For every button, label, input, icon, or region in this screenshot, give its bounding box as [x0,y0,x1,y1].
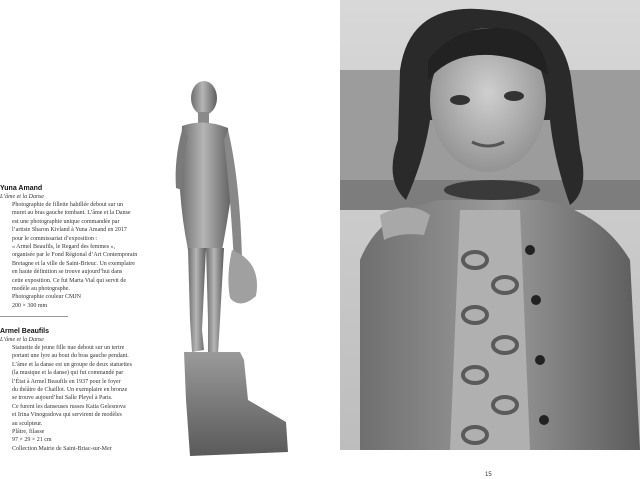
artist-name: Yuna Amand [0,185,43,192]
work-title: L’âme et la Danse [0,194,44,200]
work-title: L’âme et la Danse [0,337,44,343]
work-description: Photographie de fillette habillée debout sur un muret au bras gauche tombant. L’âme et la Danse est une photographie unique commandée par l’artiste Sharon Kivland à Yuna Amand en 2017 pour le commissariat d’exposition : « Armel Beaufils, le Regard des femmes », organisée par le Fond Régional d’Art Contemporain Bretagne et la ville de Saint-Brieuc. Un exemplaire en haute définition se trouve aujourd’hui dans cette exposition. Ce fut Marta Vial qui servit de modèle au photographe. Photographie couleur CMJN 200 × 300 mm [12,202,138,309]
photograph-girl [340,0,640,450]
statue-image [170,70,300,460]
artist-name: Armel Beaufils [0,328,50,335]
work-description: Statuette de jeune fille nue debout sur un tertre portant une lyre au bout du bras gauche pendant. L’âme et la danse est un groupe de deux statuettes (la musique et la danse) qui fut commandé par l’État à Armel Beaufils en 1937 pour le foyer du théâtre de Chaillot. Un exemplaire en bronze se trouve aujourd’hui Salle Pleyel à Paris. Ce furent les danseuses russes Katia Gelesnova et Irina Vinogradova qui servirent de modèles au sculpteur. Plâtre, filasse 97 × 29 × 21 cm Collection Mairie de Saint-Briac-sur-Mer [12,345,132,452]
page-number: 15 [485,472,492,478]
caption-yuna-amand [0,185,165,310]
caption-armel-beaufils [0,328,165,453]
caption-divider [0,316,68,317]
